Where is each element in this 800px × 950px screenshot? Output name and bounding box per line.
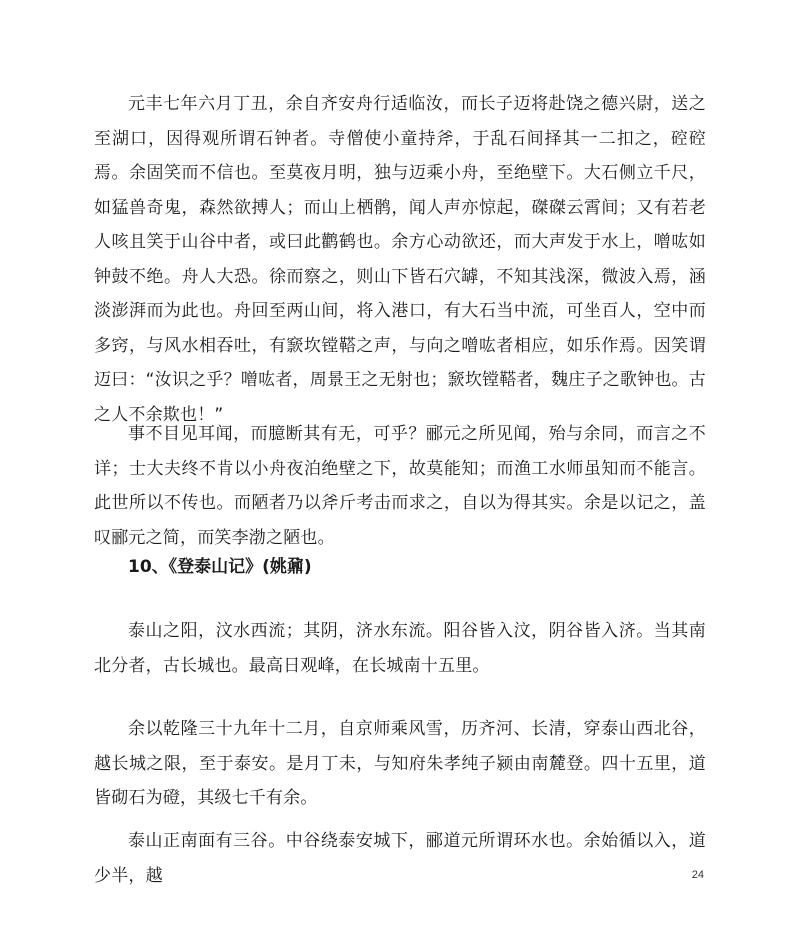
paragraph-taishan-journey: 余以乾隆三十九年十二月，自京师乘风雪，历齐河、长清，穿泰山西北谷，越长城之限，至于泰安。是月丁未，与知府朱孝纯子颍由南麓登。四十五里，道皆砌石为磴，其级七千有余。: [94, 719, 706, 808]
page-number: 24: [691, 869, 704, 881]
paragraph-taishan-geography: 泰山之阳，汶水西流；其阴，济水东流。阳谷皆入汶，阴谷皆入济。当其南北分者，古长城也。最高日观峰，在长城南十五里。: [94, 621, 706, 676]
section-heading: 10、《登泰山记》(姚鼐): [128, 557, 312, 577]
paragraph-shizhongshan-narrative: 元丰七年六月丁丑，余自齐安舟行适临汝，而长子迈将赴饶之德兴尉，送之至湖口，因得观所谓石钟者。寺僧使小童持斧，于乱石间择其一二扣之，硿硿焉。余固笑而不信也。至莫夜月明，独与迈乘小舟，至绝壁下。大石侧立千尺，如猛兽奇鬼，森然欲搏人；而山上栖鹘，闻人声亦惊起，磔磔云霄间；又有若老人咳且笑于山谷中者，或曰此鹳鹤也。余方心动欲还，而大声发于水上，噌吰如钟鼓不绝。舟人大恐。徐而察之，则山下皆石穴罅，不知其浅深，微波入焉，涵淡澎湃而为此也。舟回至两山间，将入港口，有大石当中流，可坐百人，空中而多窍，与风水相吞吐，有窾坎镗鞳之声，与向之噌吰者相应，如乐作焉。因笑谓迈曰：“汝识之乎？噌吰者，周景王之无射也；窾坎镗鞳者，魏庄子之歌钟也。古之人不余欺也！”: [94, 94, 706, 425]
paragraph-taishan-valleys: 泰山正南面有三谷。中谷绕泰安城下，郦道元所谓环水也。余始循以入，道少半，越: [94, 831, 706, 886]
paragraph-shizhongshan-conclusion: 事不目见耳闻，而臆断其有无，可乎？郦元之所见闻，殆与余同，而言之不详；士大夫终不肯以小舟夜泊绝壁之下，故莫能知；而渔工水师虽知而不能言。此世所以不传也。而陋者乃以斧斤考击而求之，自以为得其实。余是以记之，盖叹郦元之简，而笑李渤之陋也。: [94, 424, 706, 548]
